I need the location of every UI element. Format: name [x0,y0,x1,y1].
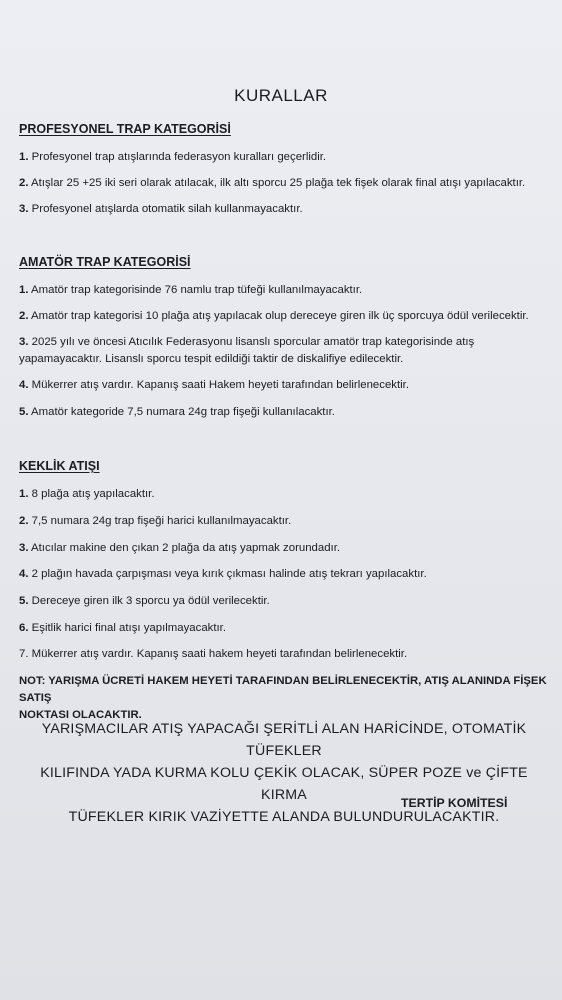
item-number: 3. [19,203,29,215]
warning-line: TÜFEKLER KIRIK VAZİYETTE ALANDA BULUNDURULACAKTIR. [68,809,500,825]
list-item [19,282,362,299]
item-number: 3. [19,542,29,554]
item-text: Amatör trap kategorisi 10 plağa atış yapılacak olup dereceye giren ilk üç sporcuya ödül verilecektir. [31,310,529,322]
list-item [19,201,303,218]
item-text: Mükerrer atış vardır. Kapanış saati hakem heyeti tarafından belirlenecektir. [31,648,408,660]
item-number: 1. [19,488,29,500]
item-text: 2025 yılı ve öncesi Atıcılık Federasyonu lisanslı sporcular amatör trap kategorisinde atış [31,336,475,348]
list-item [19,593,270,610]
warning-paragraph [20,718,548,828]
note-paragraph [19,673,559,724]
item-number: 2. [19,310,29,322]
warning-line: KILIFINDA YADA KURMA KOLU ÇEKİK OLACAK, SÜPER POZE ve ÇİFTE KIRMA [40,765,528,803]
list-item [19,308,529,325]
item-text: Mükerrer atış vardır. Kapanış saati Hakem heyeti tarafından belirlenecektir. [31,379,410,391]
page-title: KURALLAR [234,86,328,105]
item-text: 8 plağa atış yapılacaktır. [31,488,155,500]
item-text: 7,5 numara 24g trap fişeği harici kullanılmayacaktır. [31,515,292,527]
item-text: Amatör trap kategorisinde 76 namlu trap tüfeği kullanılmayacaktır. [31,284,363,296]
list-item [19,620,226,637]
section-heading-professional-trap: PROFESYONEL TRAP KATEGORİSİ [19,122,231,136]
item-text: Amatör kategoride 7,5 numara 24g trap fişeği kullanılacaktır. [31,406,335,418]
list-item [19,646,407,663]
list-item [19,334,474,368]
item-text: Dereceye giren ilk 3 sporcu ya ödül verilecektir. [31,595,270,607]
item-text: Profesyonel atışlarda otomatik silah kullanmayacaktır. [31,203,303,215]
item-text: 2 plağın havada çarpışması veya kırık çıkması halinde atış tekrarı yapılacaktır. [31,568,427,580]
list-item [19,175,525,192]
section-heading-partridge-shoot: KEKLİK ATIŞI [19,459,100,473]
note-line: NOKTASI OLACAKTIR. [19,709,142,721]
item-number: 5. [19,595,29,607]
list-item [19,149,326,166]
list-item [19,404,335,421]
item-text: Atışlar 25 +25 iki seri olarak atılacak, ilk altı sporcu 25 plağa tek fişek olarak final atışı yapılacaktır. [31,177,526,189]
item-number: 5. [19,406,29,418]
note-line: NOT: YARIŞMA ÜCRETİ HAKEM HEYETİ TARAFINDAN BELİRLENECEKTİR, ATIŞ ALANINDA FİŞEK SATIŞ [19,675,547,704]
item-number: 4. [19,568,29,580]
list-item [19,486,155,503]
list-item [19,513,291,530]
list-item [19,540,340,557]
item-number: 2. [19,515,29,527]
item-number: 3. [19,336,29,348]
item-text: Atıcılar makine den çıkan 2 plağa da atış yapmak zorundadır. [31,542,341,554]
item-number: 7. [19,648,29,660]
item-number: 2. [19,177,29,189]
item-number: 1. [19,151,29,163]
signature: TERTİP KOMİTESİ [401,796,508,810]
item-text: Eşitlik harici final atışı yapılmayacaktır. [31,622,227,634]
list-item [19,377,409,394]
item-text-continued: yapamayacaktır. Lisanslı sporcu tespit edildiği taktir de diskalifiye edilecektir. [19,353,404,365]
item-number: 1. [19,284,29,296]
item-number: 6. [19,622,29,634]
warning-line: YARIŞMACILAR ATIŞ YAPACAĞI ŞERİTLİ ALAN HARİCİNDE, OTOMATİK TÜFEKLER [41,721,527,759]
list-item [19,566,427,583]
item-number: 4. [19,379,29,391]
item-text: Profesyonel trap atışlarında federasyon kuralları geçerlidir. [31,151,327,163]
section-heading-amateur-trap: AMATÖR TRAP KATEGORİSİ [19,255,191,269]
